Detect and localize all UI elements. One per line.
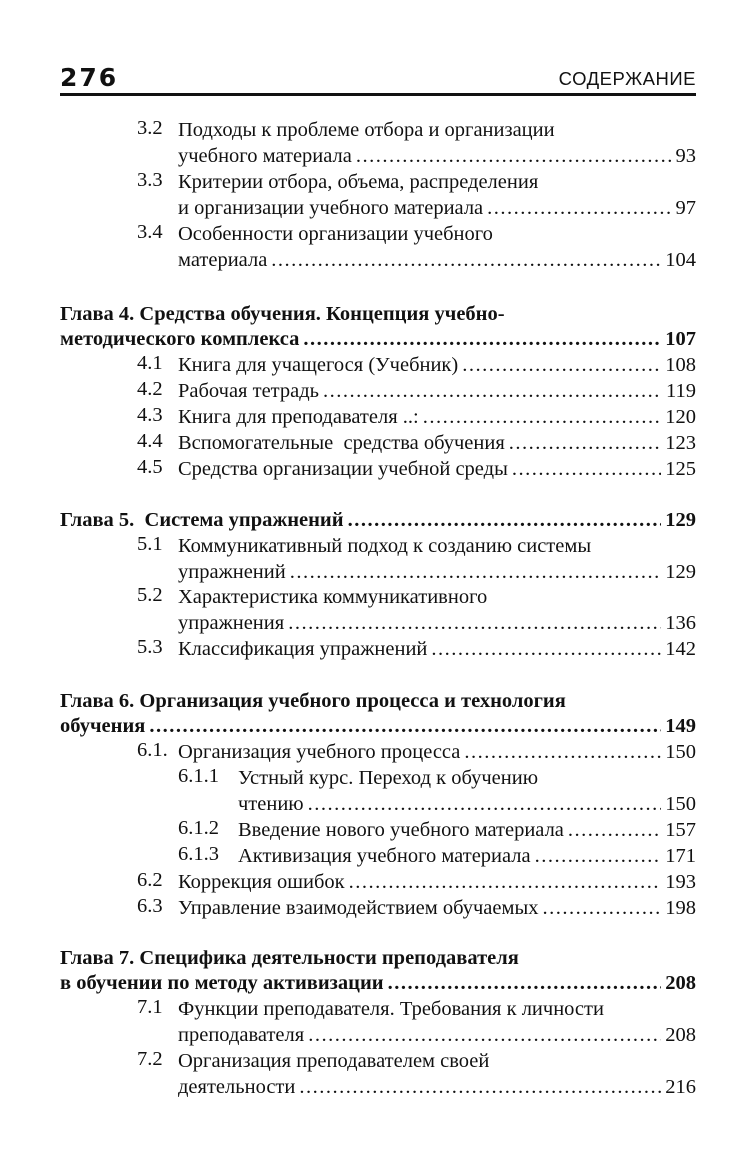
toc-entry-line: учебного материала ..... 93 [178,143,696,169]
toc-page-number: 107 [665,328,696,350]
toc-entry-line: Коррекция ошибок ..... 193 [178,869,696,895]
toc-entry-line: Управление взаимодействием обучаемых ..... 198 [178,895,696,921]
toc-page-number: 123 [665,432,696,454]
dot-leader [423,404,662,430]
toc-entry-line: Вспомогательные средства обучения ..... 123 [178,430,696,456]
toc-entry-line: деятельности ..... 216 [178,1074,696,1100]
toc-entry-number: 4.3 [137,404,163,426]
running-title: СОДЕРЖАНИЕ [558,68,696,89]
toc-entry-line: Особенности организации учебного [178,223,493,245]
dot-leader [431,636,661,662]
toc-page-number: 208 [665,1024,696,1046]
toc-entry-number: 3.2 [137,117,163,139]
toc-entry-number: 7.1 [137,996,163,1018]
dot-leader [464,739,661,765]
dot-leader [535,843,662,869]
toc-entry-line: Функции преподавателя. Требования к личности [178,998,604,1020]
page-header [60,62,696,90]
toc-page-number: 150 [665,793,696,815]
dot-leader [349,869,662,895]
dot-leader [568,817,661,843]
toc-page-number: 142 [665,638,696,660]
toc-entry-line: Активизация учебного материала ..... 171 [238,843,696,869]
toc-entry-number: 4.5 [137,456,163,478]
dot-leader [323,378,662,404]
toc-page-number: 150 [665,741,696,763]
toc-entry-line: Книга для учащегося (Учебник) ..... 108 [178,352,696,378]
dot-leader [388,970,662,996]
chapter-heading: Глава 6. Организация учебного процесса и технология [60,690,566,712]
toc-page-number: 216 [665,1076,696,1098]
toc-entry-number: 7.2 [137,1048,163,1070]
dot-leader [542,895,661,921]
chapter-heading: Глава 7. Специфика деятельности преподавателя [60,947,519,969]
toc-entry-number: 4.2 [137,378,163,400]
toc-page-number: 208 [665,972,696,994]
dot-leader [271,247,661,273]
dot-leader [356,143,672,169]
toc-entry-line: Коммуникативный подход к созданию системы [178,535,592,557]
toc-page-number: 129 [665,561,696,583]
header-rule [60,93,696,96]
toc-entry-line: и организации учебного материала ..... 97 [178,195,696,221]
toc-entry-number: 5.2 [137,584,163,606]
toc-entry-number: 6.1.2 [178,817,219,839]
toc-entry-number: 3.3 [137,169,163,191]
toc-entry-line: Организация преподавателем своей [178,1050,490,1072]
toc-entry-line: Критерии отбора, объема, распределения [178,171,539,193]
toc-entry-number: 6.3 [137,895,163,917]
page-number: 276 [60,63,119,92]
toc-page-number: 93 [675,145,696,167]
chapter-heading: Глава 4. Средства обучения. Концепция учебно- [60,303,505,325]
chapter-heading: Глава 5. Система упражнений ..... 129 [60,507,696,533]
toc-page-number: 149 [665,715,696,737]
toc-entry-line: Рабочая тетрадь ..... 119 [178,378,696,404]
toc-entry-number: 5.3 [137,636,163,658]
toc-entry-line: Книга для преподавателя ..: ..... 120 [178,404,696,430]
toc-page-number: 129 [665,509,696,531]
toc-entry-number: 3.4 [137,221,163,243]
chapter-heading: в обучении по методу активизации ..... 208 [60,970,696,996]
toc-entry-number: 6.1.1 [178,765,219,787]
toc-entry-number: 6.1. [137,739,168,761]
dot-leader [509,430,661,456]
dot-leader [149,713,661,739]
toc-entry-line: чтению ..... 150 [238,791,696,817]
toc-page-number: 125 [665,458,696,480]
toc-page-number: 136 [665,612,696,634]
toc-entry-line: Средства организации учебной среды ..... 125 [178,456,696,482]
toc-entry-line: Устный курс. Переход к обучению [238,767,539,789]
toc-page-number: 97 [675,197,696,219]
chapter-heading: методического комплекса ..... 107 [60,326,696,352]
toc-entry-number: 4.1 [137,352,163,374]
toc-page-number: 193 [665,871,696,893]
toc-entry-number: 5.1 [137,533,163,555]
toc-page-number: 119 [666,380,696,402]
toc-entry-line: упражнений ..... 129 [178,559,696,585]
toc-page-number: 171 [665,845,696,867]
dot-leader [308,791,662,817]
toc-page-number: 120 [665,406,696,428]
toc-page-number: 108 [665,354,696,376]
toc-entry-line: Введение нового учебного материала ..... 157 [238,817,696,843]
toc-page-number: 104 [665,249,696,271]
toc-entry-line: преподавателя ..... 208 [178,1022,696,1048]
toc-entry-line: Характеристика коммуникативного [178,586,488,608]
dot-leader [308,1022,661,1048]
dot-leader [487,195,671,221]
chapter-heading: обучения ..... 149 [60,713,696,739]
toc-entry-number: 6.1.3 [178,843,219,865]
toc-entry-number: 4.4 [137,430,163,452]
toc-entry-line: Организация учебного процесса ..... 150 [178,739,696,765]
toc-page-number: 157 [665,819,696,841]
dot-leader [290,559,662,585]
dot-leader [462,352,661,378]
dot-leader [299,1074,661,1100]
dot-leader [288,610,661,636]
dot-leader [303,326,661,352]
toc-entry-line: упражнения ..... 136 [178,610,696,636]
toc-entry-line: материала ..... 104 [178,247,696,273]
toc-entry-line: Классификация упражнений ..... 142 [178,636,696,662]
toc-entry-number: 6.2 [137,869,163,891]
toc-page-number: 198 [665,897,696,919]
toc-entry-line: Подходы к проблеме отбора и организации [178,119,555,141]
dot-leader [512,456,661,482]
dot-leader [348,507,662,533]
